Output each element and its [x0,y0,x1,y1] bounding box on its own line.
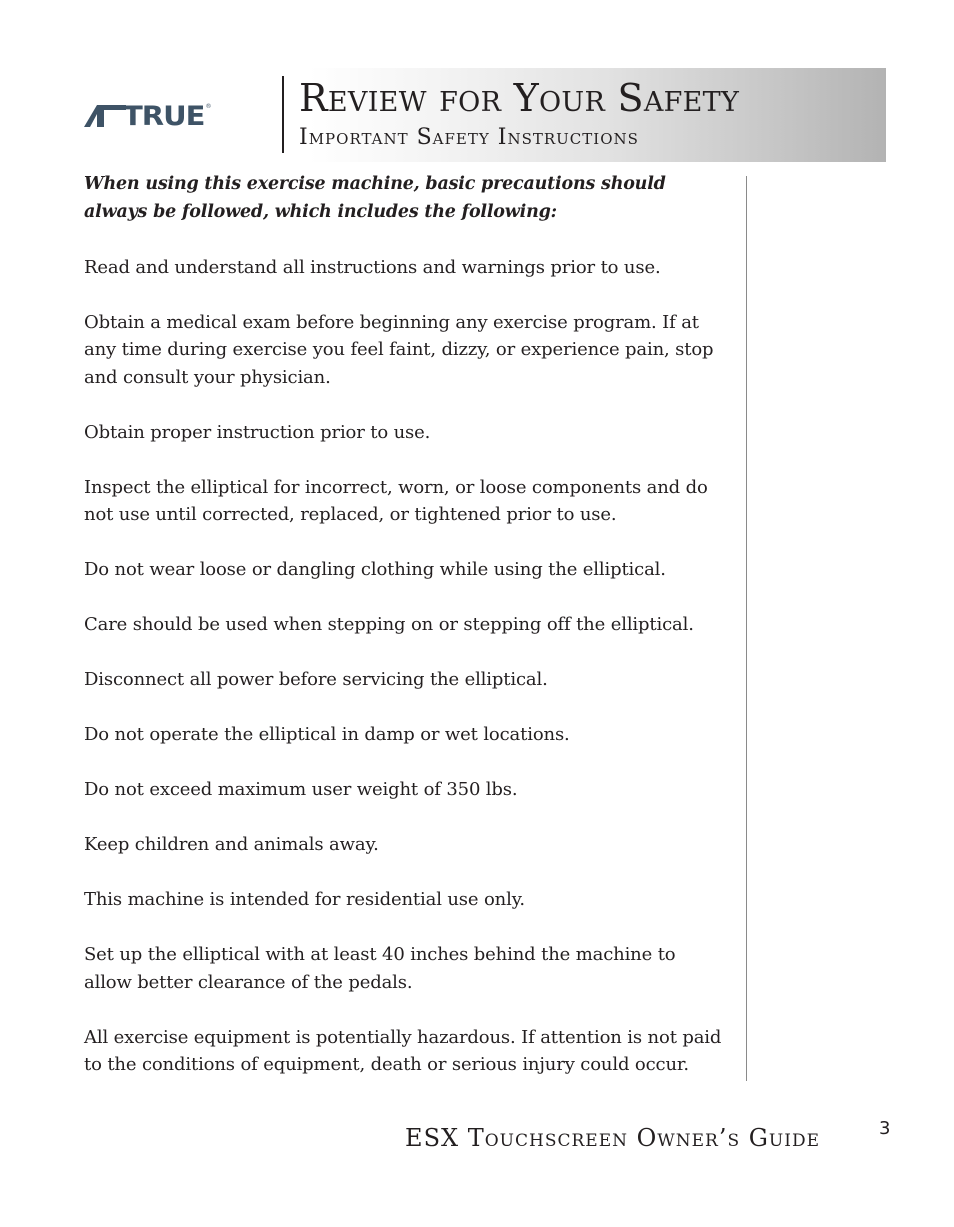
margin-rule [746,176,747,1081]
instruction-item: Do not exceed maximum user weight of 350 lbs. [84,779,518,800]
instruction-item: Keep children and animals away. [84,834,379,855]
intro-paragraph: When using this exercise machine, basic precautions should always be followed, which includes the following: [84,174,666,222]
page-number: 3 [879,1118,891,1139]
footer-guide-title: ESX Touchscreen Owner’s Guide [405,1124,820,1152]
instruction-item: All exercise equipment is potentially hazardous. If attention is not paid to the conditions of equipment, death or serious injury could occur. [84,1026,722,1075]
page-title: Review for Your Safety [299,76,740,120]
instruction-item: Do not wear loose or dangling clothing while using the elliptical. [84,559,666,580]
instruction-item: Inspect the elliptical for incorrect, worn, or loose components and do not use until corrected, replaced, or tightened prior to use. [84,476,708,525]
true-logo [84,100,212,132]
instruction-item: Obtain a medical exam before beginning any exercise program. If at any time during exercise you feel faint, dizzy, or experience pain, stop and consult your physician. [84,311,714,388]
instruction-item: This machine is intended for residential use only. [84,889,525,910]
logo-trademark: ® [205,103,212,110]
logo-wordmark: TRUE [123,100,205,132]
instruction-item: Care should be used when stepping on or stepping off the elliptical. [84,614,694,635]
instruction-item: Read and understand all instructions and warnings prior to use. [84,256,661,278]
instruction-item: Disconnect all power before servicing the elliptical. [84,669,548,690]
true-logo-mark-icon [84,105,126,127]
instruction-item: Obtain proper instruction prior to use. [84,421,431,443]
safety-instructions [84,171,724,1106]
instruction-item: Do not operate the elliptical in damp or wet locations. [84,724,570,745]
instruction-item: Set up the elliptical with at least 40 inches behind the machine to allow better clearance of the pedals. [84,944,676,993]
page-subtitle: Important Safety Instructions [299,125,639,150]
header-divider [282,76,284,153]
